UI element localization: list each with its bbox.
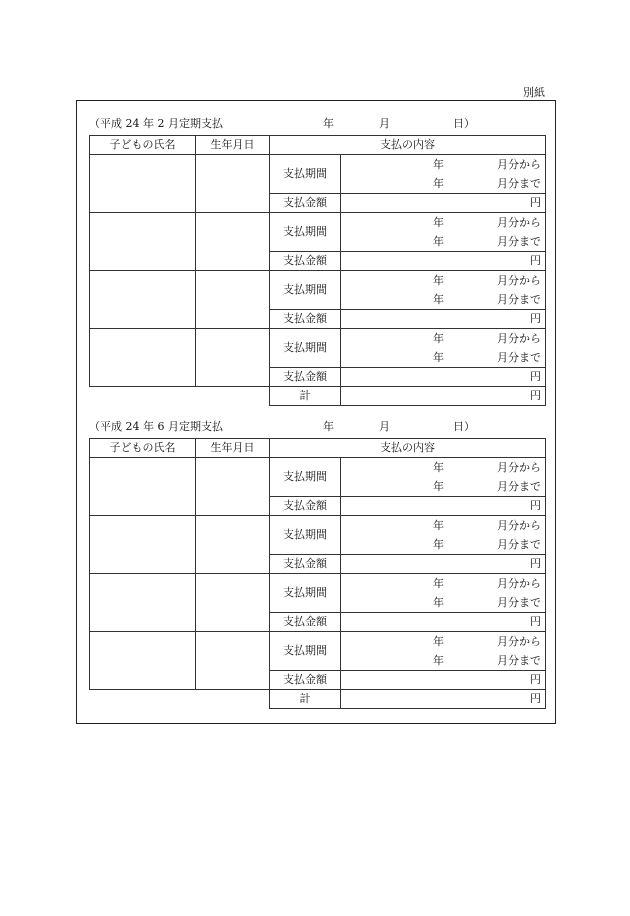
period-from-year-label: 年 — [433, 332, 444, 345]
period-from-label: 月分から — [497, 461, 541, 474]
period-from-label: 月分から — [497, 158, 541, 171]
period-field[interactable] — [341, 458, 546, 497]
amount-field[interactable]: 円 — [341, 555, 546, 574]
header-child-name: 子どもの氏名 — [90, 439, 196, 458]
amount-field[interactable]: 円 — [341, 368, 546, 387]
total-spacer — [196, 690, 270, 709]
header-child-name: 子どもの氏名 — [90, 136, 196, 155]
total-row — [90, 690, 546, 709]
period-from-year-label: 年 — [433, 461, 444, 474]
period-field[interactable] — [341, 271, 546, 310]
total-amount-field[interactable]: 円 — [341, 387, 546, 406]
period-label: 支払期間 — [270, 516, 341, 555]
period-to-label: 月分まで — [497, 293, 541, 306]
table-row — [90, 213, 546, 252]
caption-year-label: 年 — [323, 117, 334, 130]
header-birth-date: 生年月日 — [196, 439, 270, 458]
table-row — [90, 516, 546, 555]
period-to-year-label: 年 — [433, 538, 444, 551]
period-from-year-label: 年 — [433, 274, 444, 287]
caption-month-label: 月 — [379, 420, 390, 433]
period-from-label: 月分から — [497, 216, 541, 229]
period-to-year-label: 年 — [433, 596, 444, 609]
caption-day-label: 日） — [453, 117, 475, 130]
amount-field[interactable]: 円 — [341, 497, 546, 516]
period-label: 支払期間 — [270, 329, 341, 368]
period-field[interactable] — [341, 155, 546, 194]
period-from-year-label: 年 — [433, 216, 444, 229]
table-row — [90, 329, 546, 368]
period-to-label: 月分まで — [497, 177, 541, 190]
caption-month-label: 月 — [379, 117, 390, 130]
amount-label: 支払金額 — [270, 310, 341, 329]
period-to-year-label: 年 — [433, 293, 444, 306]
amount-label: 支払金額 — [270, 555, 341, 574]
period-from-label: 月分から — [497, 577, 541, 590]
amount-label: 支払金額 — [270, 613, 341, 632]
birth-date-field[interactable] — [196, 574, 270, 632]
amount-label: 支払金額 — [270, 671, 341, 690]
payment-table — [89, 438, 546, 709]
period-to-label: 月分まで — [497, 480, 541, 493]
period-to-year-label: 年 — [433, 351, 444, 364]
period-from-label: 月分から — [497, 332, 541, 345]
table-body — [90, 458, 546, 690]
birth-date-field[interactable] — [196, 213, 270, 271]
amount-label: 支払金額 — [270, 252, 341, 271]
child-name-field[interactable] — [90, 574, 196, 632]
period-label: 支払期間 — [270, 155, 341, 194]
header-payment-details: 支払の内容 — [270, 439, 546, 458]
amount-label: 支払金額 — [270, 194, 341, 213]
period-field[interactable] — [341, 213, 546, 252]
child-name-field[interactable] — [90, 516, 196, 574]
table-row — [90, 458, 546, 497]
birth-date-field[interactable] — [196, 458, 270, 516]
header-birth-date: 生年月日 — [196, 136, 270, 155]
amount-field[interactable]: 円 — [341, 252, 546, 271]
child-name-field[interactable] — [90, 458, 196, 516]
period-from-year-label: 年 — [433, 577, 444, 590]
table-row — [90, 632, 546, 671]
caption-day-label: 日） — [453, 420, 475, 433]
child-name-field[interactable] — [90, 271, 196, 329]
period-to-year-label: 年 — [433, 654, 444, 667]
total-spacer — [90, 387, 196, 406]
period-field[interactable] — [341, 329, 546, 368]
total-label: 計 — [270, 387, 341, 406]
total-amount-field[interactable]: 円 — [341, 690, 546, 709]
amount-field[interactable]: 円 — [341, 310, 546, 329]
period-label: 支払期間 — [270, 458, 341, 497]
birth-date-field[interactable] — [196, 329, 270, 387]
period-label: 支払期間 — [270, 574, 341, 613]
period-to-year-label: 年 — [433, 480, 444, 493]
payment-section — [89, 416, 545, 709]
amount-label: 支払金額 — [270, 368, 341, 387]
total-spacer — [90, 690, 196, 709]
form-frame — [76, 100, 556, 724]
period-field[interactable] — [341, 632, 546, 671]
birth-date-field[interactable] — [196, 271, 270, 329]
period-to-label: 月分まで — [497, 596, 541, 609]
child-name-field[interactable] — [90, 213, 196, 271]
caption-title: （平成 24 年 2 月定期支払 — [89, 117, 223, 130]
table-body — [90, 155, 546, 387]
period-to-year-label: 年 — [433, 177, 444, 190]
caption-year-label: 年 — [323, 420, 334, 433]
section-caption — [89, 416, 545, 438]
period-field[interactable] — [341, 516, 546, 555]
payment-section — [89, 113, 545, 406]
birth-date-field[interactable] — [196, 155, 270, 213]
child-name-field[interactable] — [90, 632, 196, 690]
total-label: 計 — [270, 690, 341, 709]
period-from-label: 月分から — [497, 635, 541, 648]
period-from-label: 月分から — [497, 274, 541, 287]
period-field[interactable] — [341, 574, 546, 613]
period-to-label: 月分まで — [497, 235, 541, 248]
period-to-label: 月分まで — [497, 654, 541, 667]
period-from-year-label: 年 — [433, 635, 444, 648]
payment-table — [89, 135, 546, 406]
birth-date-field[interactable] — [196, 516, 270, 574]
child-name-field[interactable] — [90, 329, 196, 387]
total-row — [90, 387, 546, 406]
period-from-year-label: 年 — [433, 519, 444, 532]
period-to-label: 月分まで — [497, 351, 541, 364]
section-caption — [89, 113, 545, 135]
amount-field[interactable]: 円 — [341, 194, 546, 213]
table-header-row — [90, 439, 546, 458]
amount-field[interactable]: 円 — [341, 671, 546, 690]
period-label: 支払期間 — [270, 271, 341, 310]
table-row — [90, 155, 546, 194]
table-header-row — [90, 136, 546, 155]
table-row — [90, 574, 546, 613]
period-from-label: 月分から — [497, 519, 541, 532]
period-label: 支払期間 — [270, 213, 341, 252]
period-to-year-label: 年 — [433, 235, 444, 248]
caption-title: （平成 24 年 6 月定期支払 — [89, 420, 223, 433]
header-payment-details: 支払の内容 — [270, 136, 546, 155]
page-label: 別紙 — [523, 86, 545, 99]
amount-field[interactable]: 円 — [341, 613, 546, 632]
period-label: 支払期間 — [270, 632, 341, 671]
amount-label: 支払金額 — [270, 497, 341, 516]
total-spacer — [196, 387, 270, 406]
period-from-year-label: 年 — [433, 158, 444, 171]
child-name-field[interactable] — [90, 155, 196, 213]
table-row — [90, 271, 546, 310]
birth-date-field[interactable] — [196, 632, 270, 690]
period-to-label: 月分まで — [497, 538, 541, 551]
